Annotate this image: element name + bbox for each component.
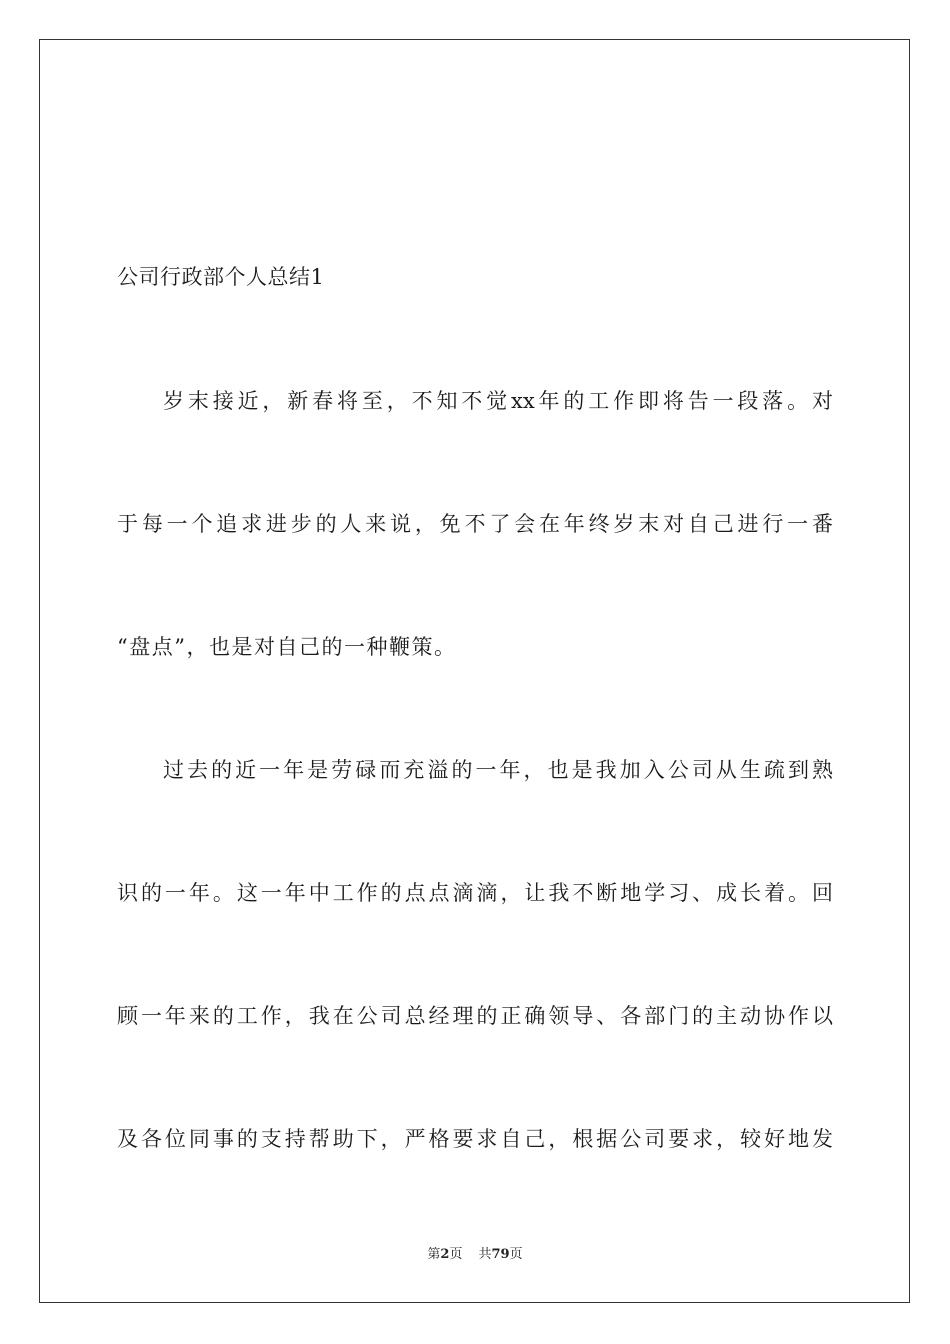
paragraph-line: “盘点”，也是对自己的一种鞭策。 [117,635,457,659]
page-prefix: 第 [427,1247,441,1262]
paragraph-line: 过去的近一年是劳碌而充溢的一年，也是我加入公司从生疏到熟 [163,758,833,782]
paragraph-line: 及各位同事的支持帮助下，严格要求自己，根据公司要求，较好地发 [117,1127,833,1151]
page-suffix: 页 [449,1247,463,1262]
paragraph-line: 于每一个追求进步的人来说，免不了会在年终岁末对自己进行一番 [117,512,833,536]
total-suffix: 页 [509,1247,523,1262]
page-border [39,39,910,1303]
document-title: 公司行政部个人总结1 [117,265,325,289]
page-current: 2 [440,1247,450,1262]
paragraph-line: 顾一年来的工作，我在公司总经理的正确领导、各部门的主动协作以 [117,1004,833,1028]
page-footer [0,1246,950,1264]
paragraph-line: 识的一年。这一年中工作的点点滴滴，让我不断地学习、成长着。回 [117,881,833,905]
total-prefix: 共 [478,1247,492,1262]
paragraph-line: 岁末接近，新春将至，不知不觉xx年的工作即将告一段落。对 [163,389,833,413]
page-total: 79 [491,1247,510,1262]
